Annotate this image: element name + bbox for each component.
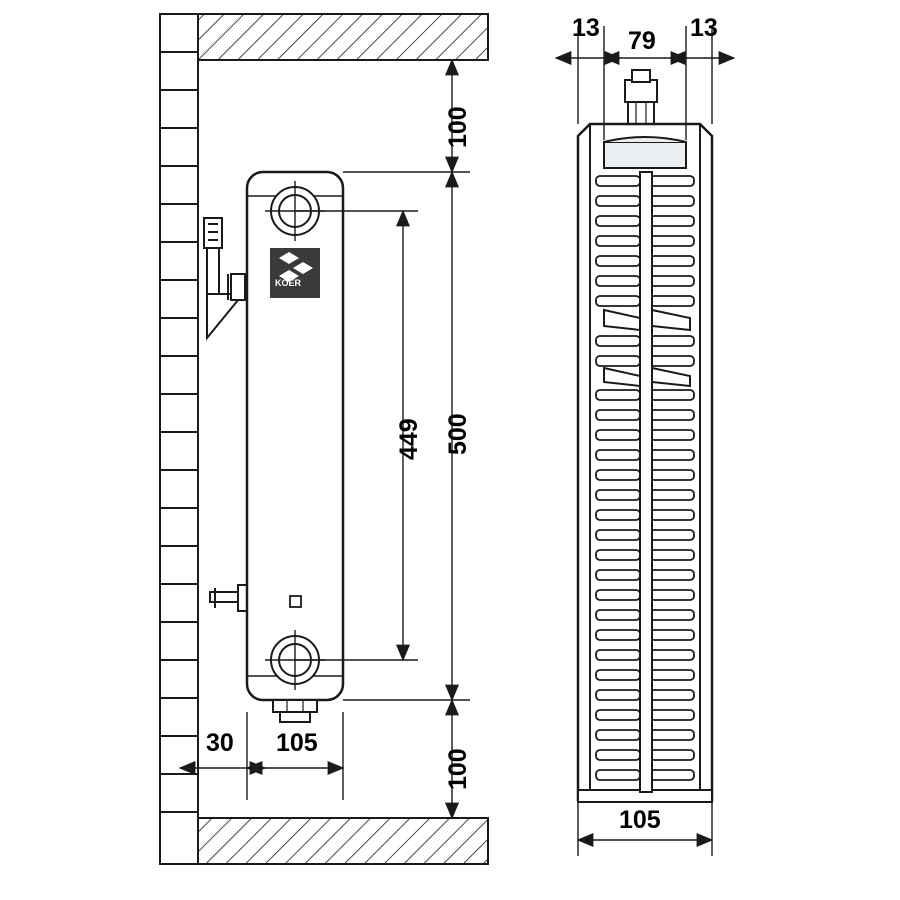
- dim-depth: 105: [276, 729, 318, 757]
- dim-top-clearance: 100: [444, 106, 472, 148]
- convector-fins-left: [596, 176, 640, 780]
- dim-wall-offset: 30: [206, 729, 234, 757]
- wall-bracket-upper: [204, 218, 245, 338]
- air-vent-valve: [625, 70, 657, 124]
- section-view-group: [556, 26, 734, 856]
- wall-bracket-lower: [210, 585, 250, 611]
- dim-panel-right: 13: [690, 14, 718, 42]
- dim-panel-left: 13: [572, 14, 600, 42]
- brand-label: KOER: [275, 278, 302, 288]
- dim-section-width: 105: [619, 806, 661, 834]
- section-waterway-spine: [640, 172, 652, 792]
- brand-logo: [270, 248, 320, 298]
- ceiling-slab: [198, 14, 488, 60]
- brick-wall: [160, 14, 198, 864]
- panel-marker: [290, 596, 301, 607]
- bottom-drain-fitting: [273, 700, 317, 722]
- dim-center-distance: 449: [395, 418, 423, 460]
- dim-bottom-clearance: 100: [444, 748, 472, 790]
- dim-height: 500: [444, 413, 472, 455]
- section-top-header: [604, 137, 686, 168]
- convector-fins-right: [650, 176, 694, 780]
- floor-slab: [198, 818, 488, 864]
- dim-panel-core: 79: [628, 27, 656, 55]
